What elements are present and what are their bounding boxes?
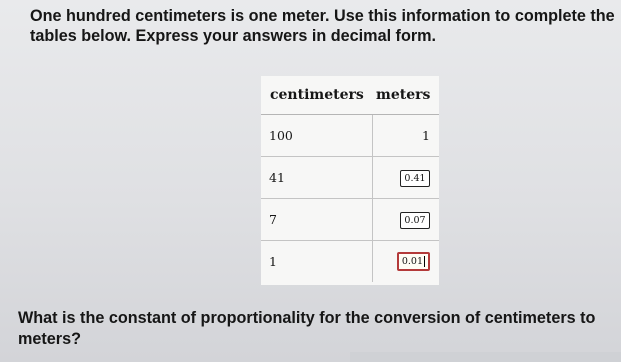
header-meters: meters (372, 76, 439, 115)
table-row (261, 241, 439, 283)
answer-input-7[interactable]: 0.07 (400, 212, 430, 229)
table-row (261, 199, 439, 241)
answer-area-edge[interactable] (350, 352, 621, 362)
table-header-row (261, 76, 439, 115)
answer-input-1-value: 0.01 (401, 256, 423, 267)
table-row (261, 115, 439, 157)
table-row (261, 157, 439, 199)
conversion-table (261, 76, 439, 282)
text-caret (424, 256, 425, 267)
header-centimeters: centimeters (261, 76, 372, 115)
cell-meters-answer-1 (372, 241, 439, 283)
cell-centimeters-7: 7 (261, 199, 372, 241)
conversion-table-container (261, 76, 439, 285)
cell-centimeters-1: 1 (261, 241, 372, 283)
cell-meters-answer-7 (372, 199, 439, 241)
cell-meters-answer-41 (372, 157, 439, 199)
cell-centimeters-100: 100 (261, 115, 372, 157)
proportionality-question: What is the constant of proportionality for the conversion of centimeters to meters? (18, 309, 596, 348)
answer-input-41[interactable]: 0.41 (400, 170, 430, 187)
cell-meters-1: 1 (372, 115, 439, 157)
problem-prompt: One hundred centimeters is one meter. Use this information to complete the tables below. Express your answers in decimal form. (30, 7, 615, 45)
cell-centimeters-41: 41 (261, 157, 372, 199)
answer-input-1-focused[interactable] (397, 252, 430, 271)
